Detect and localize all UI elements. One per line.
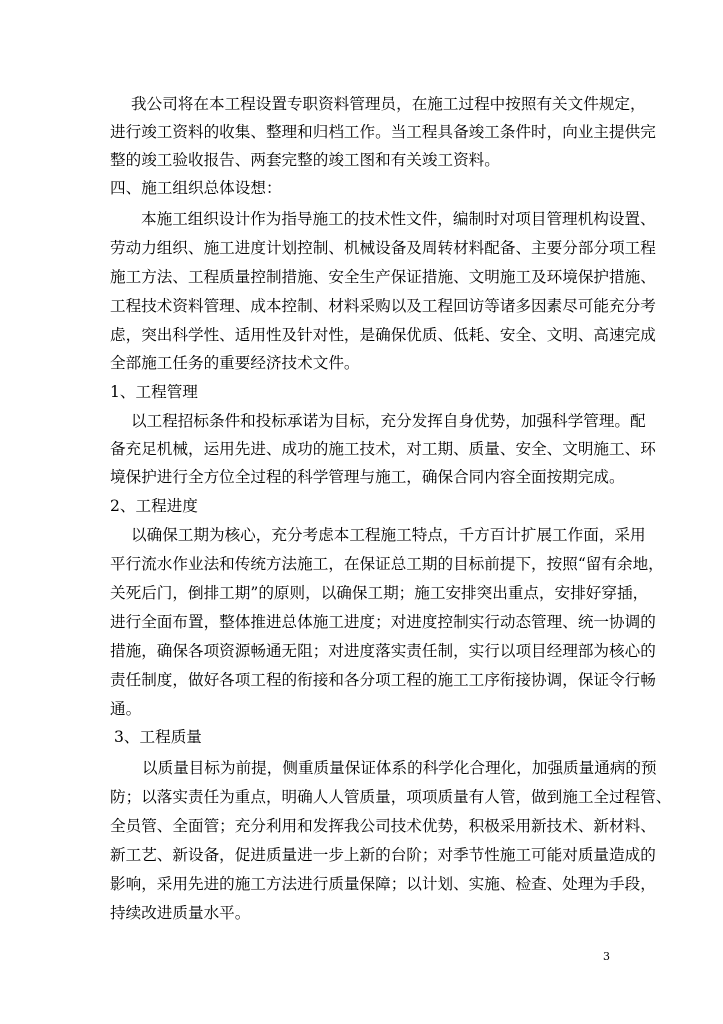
text-line: 新工艺、新设备，促进质量进一步上新的台阶；对季节性施工可能对质量造成的 [110,846,656,864]
subsection-heading: 3、工程质量 [114,728,202,746]
text-line: 持续改进质量水平。 [110,904,251,922]
text-line: 通。 [110,700,142,718]
text-line: 虑，突出科学性、适用性及针对性，是确保优质、低耗、安全、文明、高速完成 [110,326,656,344]
text-line: 全部施工任务的重要经济技术文件。 [110,354,360,372]
text-line: 责任制度，做好各项工程的衔接和各分项工程的施工工序衔接协调，保证令行畅 [110,671,656,689]
text-line: 以确保工期为核心，充分考虑本工程施工特点，千方百计扩展工作面，采用 [131,526,646,544]
text-line: 境保护进行全方位全过程的科学管理与施工，确保合同内容全面按期完成。 [110,468,625,486]
text-line: 整的竣工验收报告、两套完整的竣工图和有关竣工资料。 [110,151,500,169]
text-line: 本施工组织设计作为指导施工的技术性文件，编制时对项目管理机构设置、 [141,210,656,228]
text-line: 影响，采用先进的施工方法进行质量保障；以计划、实施、检查、处理为手段， [110,875,656,893]
page-number: 3 [603,950,610,963]
text-line: 平行流水作业法和传统方法施工，在保证总工期的目标前提下，按照“留有余地， [110,555,664,573]
text-line: 我公司将在本工程设置专职资料管理员，在施工过程中按照有关文件规定， [131,95,646,113]
text-line: 措施，确保各项资源畅通无阻；对进度落实责任制，实行以项目经理部为核心的 [110,642,656,660]
section-heading: 四、施工组织总体设想： [110,179,282,197]
subsection-heading: 1、工程管理 [110,383,198,401]
text-line: 全员管、全面管；充分利用和发挥我公司技术优势，积极采用新技术、新材料、 [110,817,656,835]
text-line: 工程技术资料管理、成本控制、材料采购以及工程回访等诸多因素尽可能充分考 [110,297,656,315]
text-line: 进行竣工资料的收集、整理和归档工作。当工程具备竣工条件时，向业主提供完 [110,123,656,141]
text-line: 施工方法、工程质量控制措施、安全生产保证措施、文明施工及环境保护措施、 [110,268,656,286]
text-line: 关死后门，倒排工期”的原则，以确保工期；施工安排突出重点，安排好穿插， [110,584,649,602]
text-line: 进行全面布置，整体推进总体施工进度；对进度控制实行动态管理、统一协调的 [110,613,656,631]
text-line: 劳动力组织、施工进度计划控制、机械设备及周转材料配备、主要分部分项工程 [110,239,656,257]
text-line: 以工程招标条件和投标承诺为目标，充分发挥自身优势，加强科学管理。配 [131,412,646,430]
subsection-heading: 2、工程进度 [110,497,198,515]
text-line: 防；以落实责任为重点，明确人人管质量，项项质量有人管，做到施工全过程管、 [110,788,672,806]
text-line: 以质量目标为前提，侧重质量保证体系的科学化合理化，加强质量通病的预 [142,759,657,777]
text-line: 备充足机械，运用先进、成功的施工技术，对工期、质量、安全、文明施工、环 [110,440,656,458]
